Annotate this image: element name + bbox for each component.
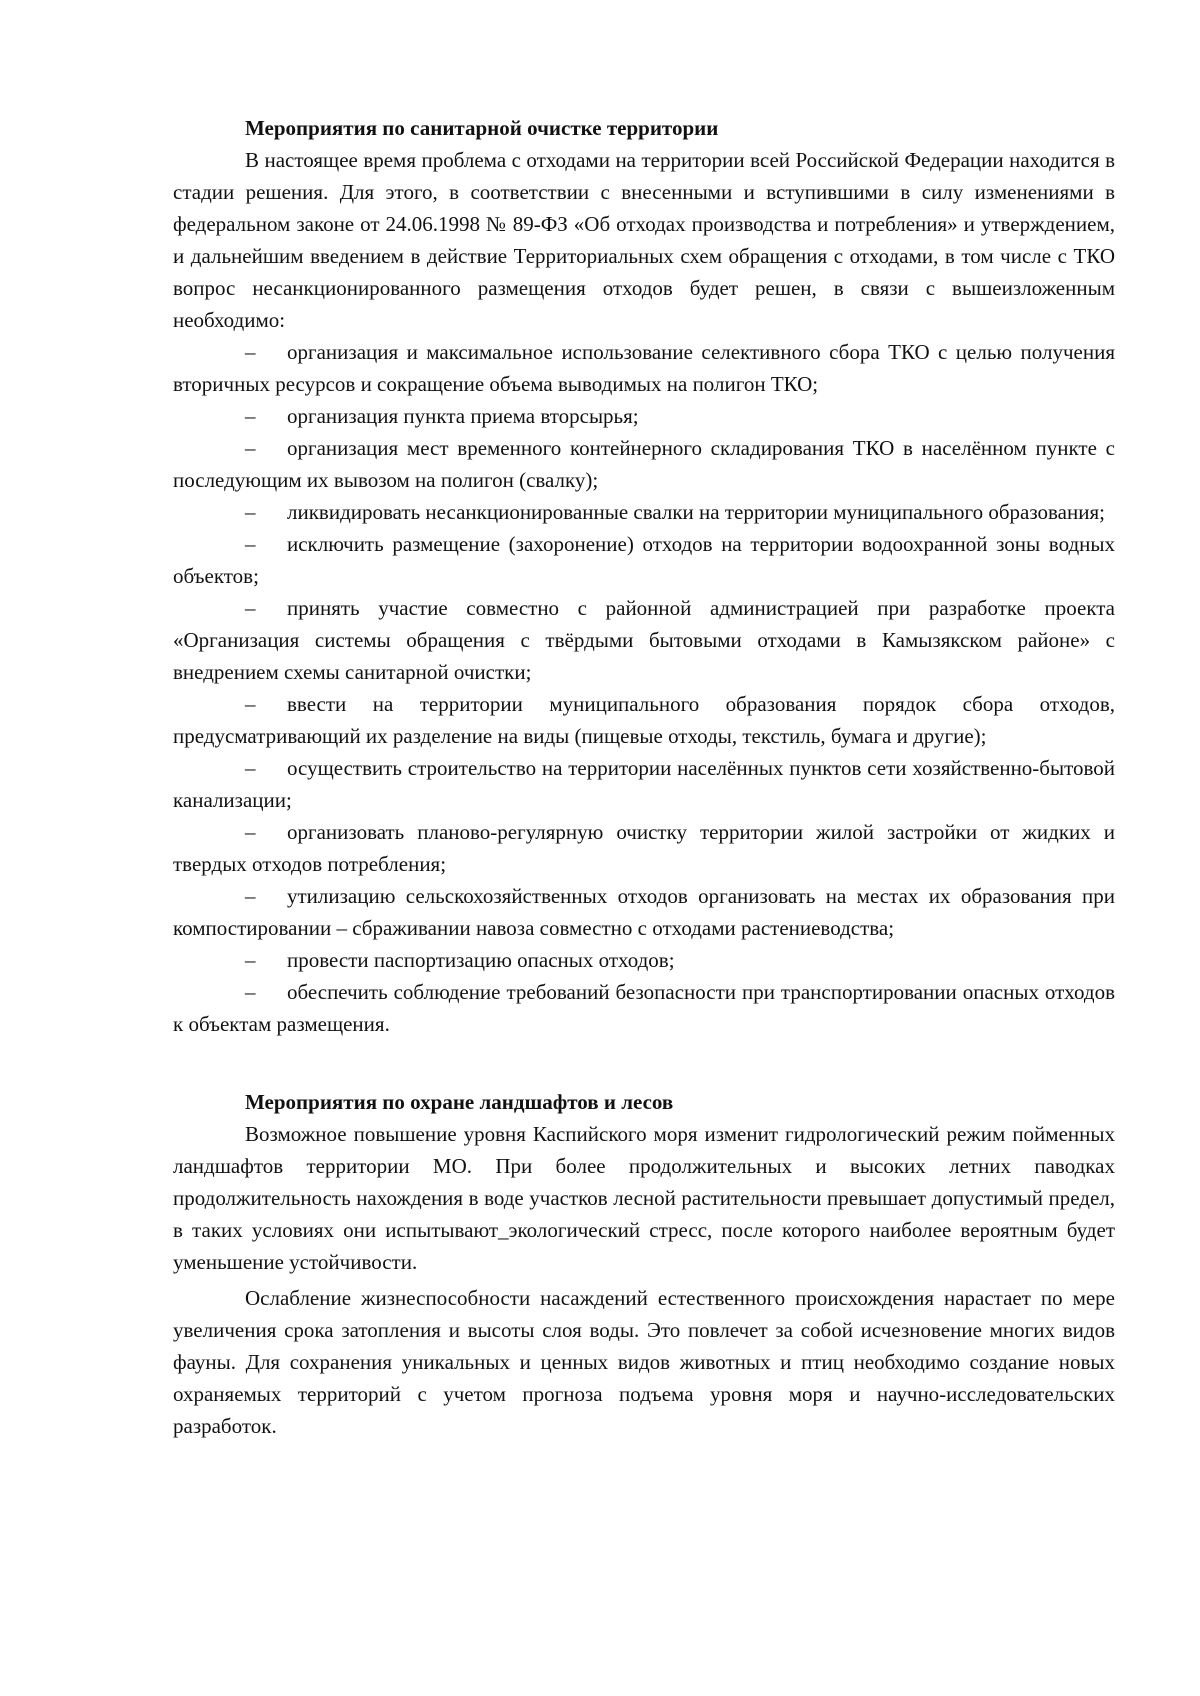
section-title-landscapes-forests: Мероприятия по охране ландшафтов и лесов: [245, 1090, 674, 1114]
list-item-text: утилизацию сельскохозяйственных отходов организовать на местах их образования при компостировании – сбраживании навоза совместно с отходами растениеводства;: [173, 884, 1115, 940]
list-item: [173, 496, 1115, 528]
list-item-text: обеспечить соблюдение требований безопасности при транспортировании опасных отходов к объектам размещения.: [173, 980, 1115, 1036]
landscape-paragraph-1: Возможное повышение уровня Каспийского моря изменит гидрологический режим пойменных ландшафтов территории МО. При более продолжительных и высоких летних паводках продолжительность нахождения в воде участков лесной растительности превышает допустимый предел, в таких условиях они испытывают_экологический стресс, после которого наиболее вероятным будет уменьшение устойчивости.: [173, 1122, 1115, 1274]
dash-bullet: –: [245, 340, 256, 364]
list-item: [173, 400, 1115, 432]
list-item-text: организация мест временного контейнерного складирования ТКО в населённом пункте с последующим их вывозом на полигон (свалку);: [173, 436, 1115, 492]
list-item-text: исключить размещение (захоронение) отходов на территории водоохранной зоны водных объектов;: [173, 532, 1115, 588]
list-item-text: организовать планово-регулярную очистку территории жилой застройки от жидких и твердых отходов потребления;: [173, 820, 1115, 876]
list-item: [173, 976, 1115, 1040]
section-title-sanitary-cleaning: Мероприятия по санитарной очистке территории: [245, 116, 719, 140]
list-item: [173, 336, 1115, 400]
list-item-text: ликвидировать несанкционированные свалки на территории муниципального образования;: [287, 500, 1105, 524]
dash-bullet: –: [245, 532, 256, 556]
list-item: [173, 816, 1115, 880]
landscape-paragraph-2: Ослабление жизнеспособности насаждений естественного происхождения нарастает по мере увеличения срока затопления и высоты слоя воды. Это повлечет за собой исчезновение многих видов фауны. Для сохранения уникальных и ценных видов животных и птиц необходимо создание новых охраняемых территорий с учетом прогноза подъема уровня моря и научно-исследовательских разработок.: [173, 1286, 1115, 1438]
list-item: [173, 880, 1115, 944]
list-item-text: ввести на территории муниципального образования порядок сбора отходов, предусматривающий их разделение на виды (пищевые отходы, текстиль, бумага и другие);: [173, 692, 1115, 748]
dash-bullet: –: [245, 980, 256, 1004]
list-item: [173, 528, 1115, 592]
section-spacer: [173, 1040, 1115, 1072]
measures-list: [173, 336, 1115, 1040]
dash-bullet: –: [245, 884, 256, 908]
document-page: [173, 112, 1115, 1442]
list-item-text: организация и максимальное использование селективного сбора ТКО с целью получения вторичных ресурсов и сокращение объема выводимых на полигон ТКО;: [173, 340, 1115, 396]
list-item: [173, 944, 1115, 976]
list-item-text: организация пункта приема вторсырья;: [287, 404, 639, 428]
list-item: [173, 432, 1115, 496]
list-item: [173, 752, 1115, 816]
dash-bullet: –: [245, 756, 256, 780]
list-item-text: осуществить строительство на территории населённых пунктов сети хозяйственно-бытовой канализации;: [173, 756, 1115, 812]
list-item: [173, 688, 1115, 752]
dash-bullet: –: [245, 404, 256, 428]
dash-bullet: –: [245, 692, 256, 716]
list-item-text: провести паспортизацию опасных отходов;: [287, 948, 675, 972]
list-item: [173, 592, 1115, 688]
dash-bullet: –: [245, 948, 256, 972]
dash-bullet: –: [245, 820, 256, 844]
intro-paragraph: В настоящее время проблема с отходами на территории всей Российской Федерации находится в стадии решения. Для этого, в соответствии с внесенными и вступившими в силу изменениями в федеральном законе от 24.06.1998 № 89-ФЗ «Об отходах производства и потребления» и утверждением, и дальнейшим введением в действие Территориальных схем обращения с отходами, в том числе с ТКО вопрос несанкционированного размещения отходов будет решен, в связи с вышеизложенным необходимо:: [173, 148, 1115, 332]
dash-bullet: –: [245, 500, 256, 524]
dash-bullet: –: [245, 436, 256, 460]
dash-bullet: –: [245, 596, 256, 620]
list-item-text: принять участие совместно с районной администрацией при разработке проекта «Организация системы обращения с твёрдыми бытовыми отходами в Камызякском районе» с внедрением схемы санитарной очистки;: [173, 596, 1115, 684]
